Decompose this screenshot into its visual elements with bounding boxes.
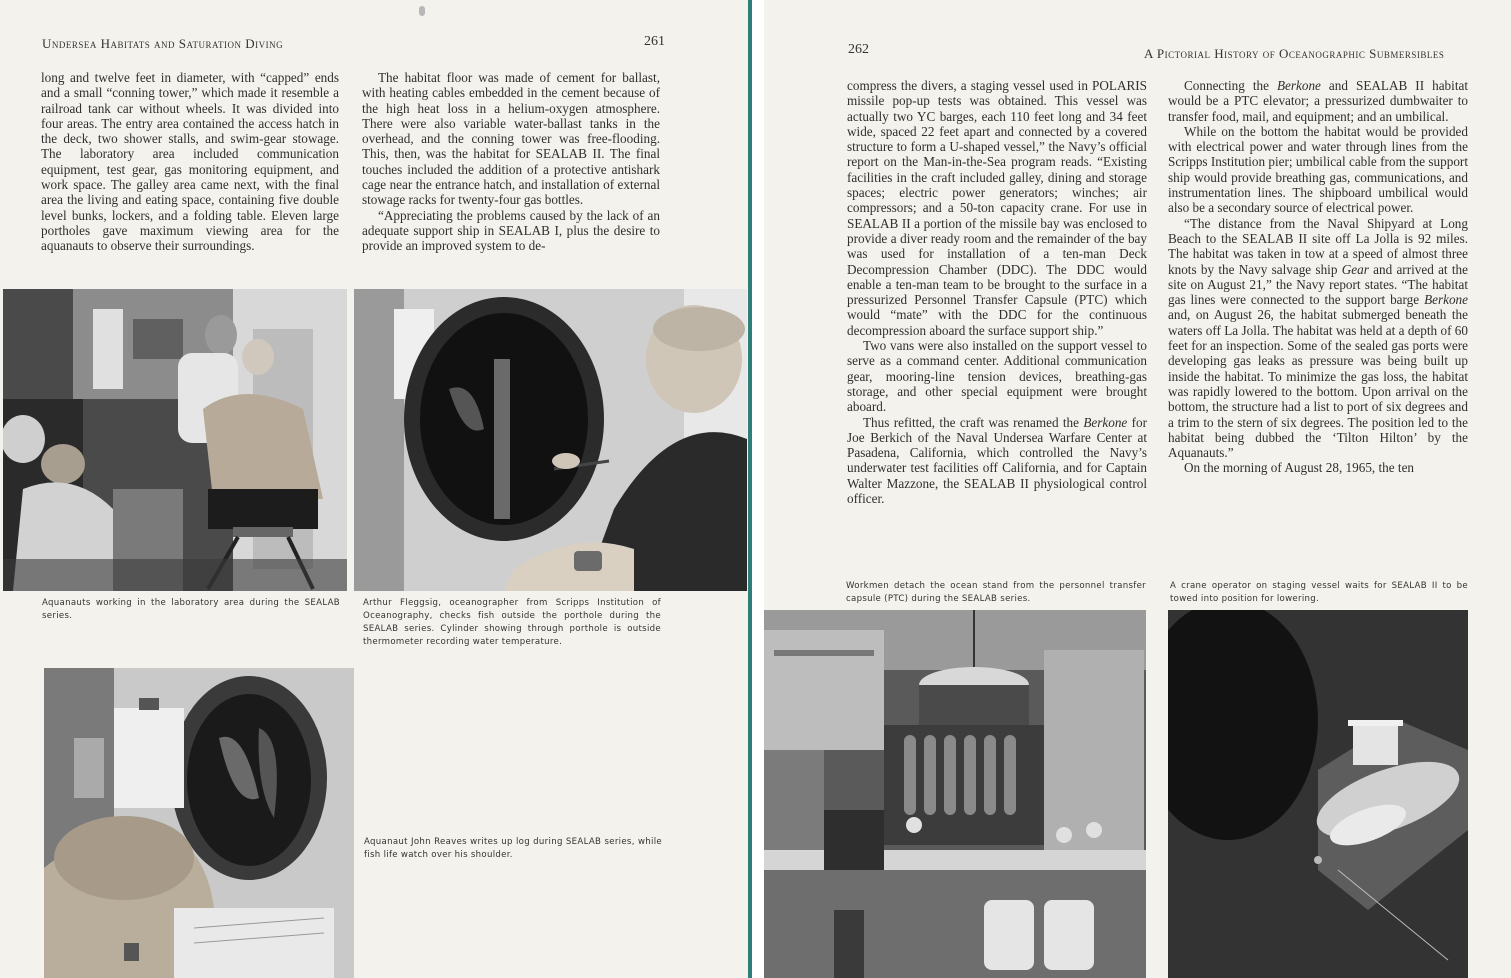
photo-porthole-oceanographer bbox=[354, 289, 747, 591]
paragraph: On the morning of August 28, 1965, the ten bbox=[1184, 460, 1415, 476]
page-number-right: 262 bbox=[848, 42, 869, 57]
right-column-1 bbox=[847, 78, 1147, 506]
right-page bbox=[764, 0, 1511, 978]
caption-laboratory: Aquanauts working in the laboratory area during the SEALAB series. bbox=[42, 598, 340, 621]
photo-sealab-tow bbox=[1168, 610, 1468, 978]
paragraph: “Appreciating the problems caused by the lack of an adequate support ship in SEALAB I, plus the desire to provide an improved system to de- bbox=[362, 207, 660, 254]
paragraph: The habitat floor was made of cement for ballast, with heating cables embedded in the cement because of the high heat loss in a helium-oxygen atmosphere. There were also variable water-ballast tanks in the overhead, and the conning tower was free-flooding. This, then, was the habitat for SEALAB II. The final touches included the addition of a protective antishark cage near the entrance hatch, and installation of external stowage racks for twenty-four gas bottles. bbox=[362, 70, 660, 208]
running-head-left: Undersea Habitats and Saturation Diving bbox=[42, 36, 284, 51]
caption-porthole: Arthur Fleggsig, oceanographer from Scripps Institution of Oceanography, checks fish outside the porthole during the SEALAB series. Cylinder showing through porthole is outside thermometer recording water temperature. bbox=[363, 598, 661, 647]
text-run: “The distance from the Naval Shipyard at Long Beach to the SEALAB II site off La Jolla is 92 miles. The habitat was taken in tow at a speed of almost three knots by the Navy salvage ship bbox=[1168, 215, 1468, 277]
running-head-right: A Pictorial History of Oceanographic Submersibles bbox=[1144, 46, 1445, 61]
caption-aquanaut-log: Aquanaut John Reaves writes up log during SEALAB series, while fish life watch over his shoulder. bbox=[364, 837, 662, 860]
text-run: Thus refitted, the craft was renamed the bbox=[863, 414, 1084, 430]
photo-aquanaut-log bbox=[44, 668, 354, 978]
text-run: for Joe Berkich of the Naval Undersea Warfare Center at Pasadena, California, which controlled the Navy’s underwater test facilities off California, and for Captain Walter Mazzone, the SEALAB II physiological control officer. bbox=[847, 414, 1147, 507]
ship-name: Berkone bbox=[1083, 414, 1128, 430]
scan-speck bbox=[419, 6, 425, 16]
text-run: and SEALAB II habitat would be a PTC elevator; a pressurized dumbwaiter to transfer food, mail, and equipment; and an umbilical. bbox=[1168, 78, 1468, 124]
ship-name: Berkone bbox=[1424, 292, 1468, 308]
paragraph bbox=[1168, 78, 1468, 124]
page-number-left: 261 bbox=[644, 34, 665, 49]
paragraph: long and twelve feet in diameter, with “capped” ends and a small “conning tower,” which made it resemble a railroad tank car without wheels. It was divided into four areas. The entry area contained the access hatch in the deck, two shower stalls, and swim-gear stowage. The laboratory area included communication equipment, test gear, gas monitoring equipment, and work space. The galley area came next, with the final area the living and eating space, containing five double level bunks, lockers, and a folding table. Eleven large portholes gave maximum viewing area for the aquanauts to observe their surroundings. bbox=[41, 70, 339, 254]
paragraph bbox=[1168, 216, 1468, 461]
photo-ptc-deck bbox=[764, 610, 1146, 978]
photo-laboratory-area bbox=[3, 289, 347, 591]
left-page bbox=[0, 0, 752, 978]
text-run: Connecting the bbox=[1184, 78, 1277, 93]
ship-name: Berkone bbox=[1276, 78, 1321, 93]
paragraph bbox=[847, 415, 1147, 507]
right-column-2 bbox=[1168, 78, 1468, 476]
paragraph: compress the divers, a staging vessel used in POLARIS missile pop-up tests was obtained. This vessel was actually two YC barges, each 110 feet long and 34 feet wide, spaced 22 feet apart and connected by a covered structure to form a U-shaped vessel,” the Navy’s official report on the Man-in-the-Sea program reads. “Existing facilities in the craft included galley, dining and storage spaces; electric power generators; winches; air compressors; and a 50-ton capacity crane. For use in SEALAB II a portion of the missile bay was enclosed to provide a diver ready room and the remainder of the bay was used for installation of a ten-man Deck Decompression Chamber (DDC). The DDC would enable a ten-man team to be brought to the surface in a pressurized Personnel Transfer Capsule (PTC) which would “mate” with the DDC for the continuous decompression aboard the surface support ship.” bbox=[847, 78, 1147, 338]
ship-name: Gear bbox=[1341, 261, 1369, 277]
paragraph: Two vans were also installed on the support vessel to serve as a command center. Additional communication gear, mooring-line tension devices, breathing-gas storage, and other special equipment were brought aboard. bbox=[847, 338, 1147, 415]
caption-ptc: Workmen detach the ocean stand from the personnel transfer capsule (PTC) during the SEALAB series. bbox=[846, 581, 1146, 604]
left-column-2 bbox=[362, 70, 660, 254]
text-run: and, on August 26, the habitat submerged beneath the waters off La Jolla. The habitat was held at a depth of 60 feet for an inspection. Some of the sealed gas ports were developing gas leaks as pressure was being built up inside the habitat. To minimize the gas loss, the habitat was rapidly lowered to the bottom. Upon arrival on the bottom, the structure had a list to port of six degrees and a trim to the stern of six degrees. The position led to the habitat being dubbed the ‘Tilton Hilton’ by the Aquanauts.” bbox=[1168, 307, 1468, 461]
caption-crane-operator: A crane operator on staging vessel waits for SEALAB II to be towed into position for lowering. bbox=[1170, 581, 1468, 604]
page-gap bbox=[752, 0, 764, 978]
left-column-1 bbox=[41, 70, 339, 254]
text-run: and arrived at the site on August 21,” the Navy report states. “The habitat gas lines were connected to the support barge bbox=[1168, 261, 1469, 308]
paragraph: While on the bottom the habitat would be provided with electrical power and water through lines from the Scripps Institution pier; umbilical cable from the support ship would provide breathing gas, communications, and instrumentation lines. The shipboard umbilical would also be a secondary source of electrical power. bbox=[1168, 123, 1468, 216]
